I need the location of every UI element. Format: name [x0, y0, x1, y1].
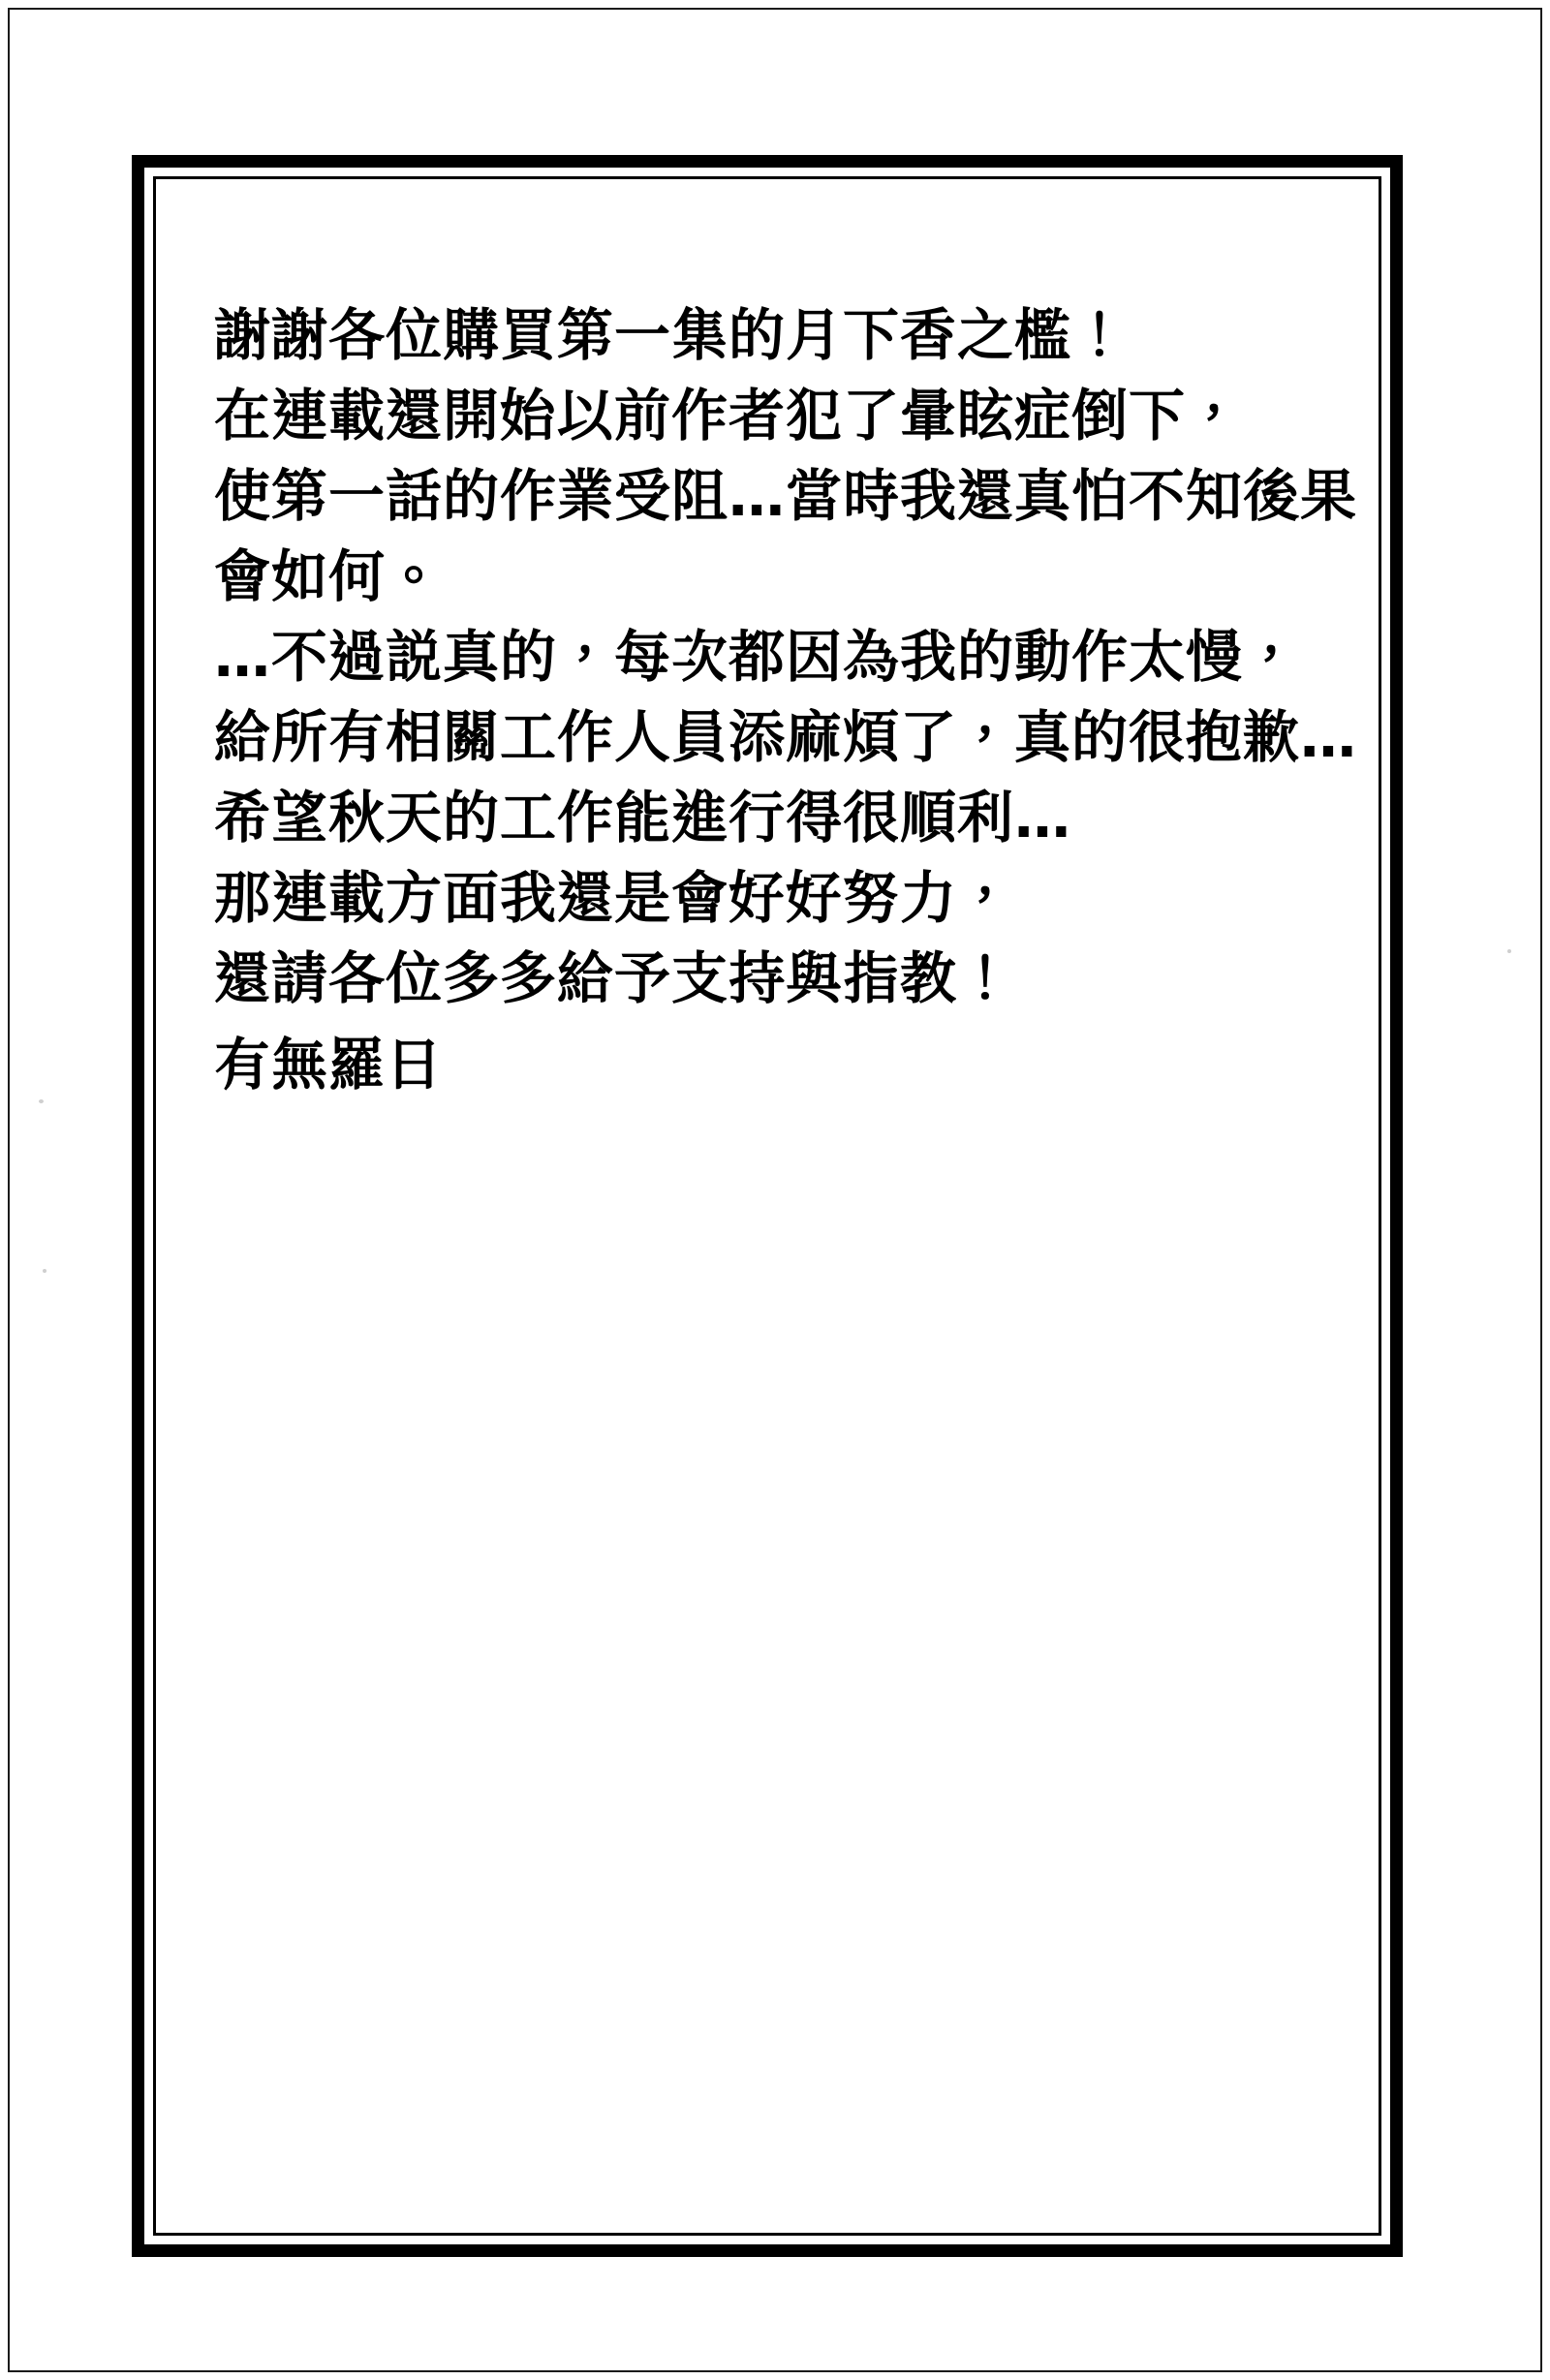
scan-speckle: [39, 1099, 44, 1103]
afterword-line-7: 希望秋天的工作能進行得很順利…: [214, 785, 1072, 850]
text-frame-inner: [153, 176, 1381, 2236]
afterword-line-6: 給所有相關工作人員添麻煩了，真的很抱歉…: [214, 704, 1358, 770]
afterword-text-block: [214, 295, 1358, 1105]
afterword-line-8: 那連載方面我還是會好好努力，: [214, 865, 1015, 931]
scan-speckle: [43, 1269, 46, 1273]
afterword-line-9: 還請各位多多給予支持與指教！: [214, 945, 1015, 1011]
author-signature: 有無羅日: [214, 1032, 444, 1097]
afterword-line-5: …不過説真的，每次都因為我的動作太慢，: [214, 624, 1301, 690]
scan-speckle: [1507, 949, 1511, 953]
text-frame-outer: [132, 155, 1403, 2257]
afterword-line-3: 使第一話的作業受阻…當時我還真怕不知後果: [214, 463, 1358, 529]
afterword-line-2: 在連載還開始以前作者犯了暈眩症倒下，: [214, 383, 1244, 448]
afterword-line-4: 會如何。: [214, 543, 444, 609]
afterword-line-1: 謝謝各位購買第一集的月下香之檻！: [214, 302, 1130, 368]
